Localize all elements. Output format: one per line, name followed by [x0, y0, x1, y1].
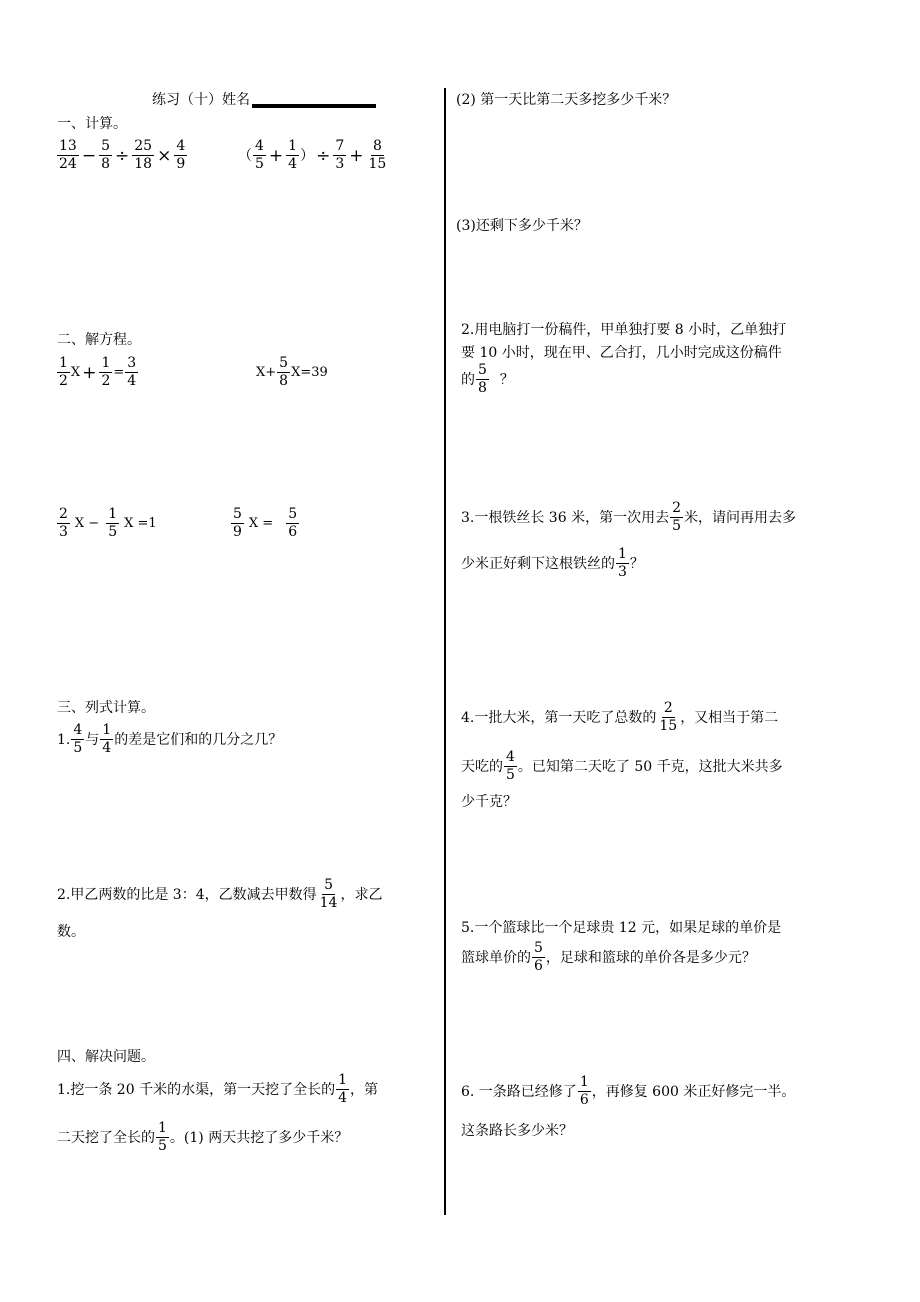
question-4-line-2: [461, 749, 783, 784]
fraction: [99, 138, 112, 173]
fraction: [476, 362, 489, 397]
fraction: [367, 138, 389, 173]
numerator: 5: [478, 362, 487, 378]
denominator: 8: [101, 156, 110, 172]
question-1-part-2: (2) 第一天比第二天多挖多少千米？: [456, 92, 677, 108]
left-paren: （: [238, 147, 252, 164]
numerator: 8: [372, 138, 382, 154]
operator: ÷: [115, 145, 130, 166]
question-2-line-1: 2.用电脑打一份稿件，甲单独打要 8 小时，乙单独打: [461, 322, 787, 338]
section-3-heading: 三、列式计算。: [57, 700, 155, 716]
section-4-heading: 四、解决问题。: [57, 1049, 155, 1065]
question-text: ，第: [350, 1081, 378, 1098]
numerator: 1: [158, 1120, 167, 1136]
question-5-line-2: [461, 940, 756, 975]
page-title: [152, 90, 376, 110]
question-3-line-1: [461, 500, 796, 535]
numerator: 5: [233, 506, 242, 522]
numerator: 4: [506, 749, 515, 765]
denominator: 15: [659, 718, 678, 734]
right-paren: ）: [300, 147, 315, 164]
denominator: 5: [73, 740, 83, 756]
denominator: 4: [127, 373, 137, 389]
question-6-line-2: 这条路长多少米？: [461, 1123, 573, 1139]
name-blank-line: [252, 104, 376, 108]
question-text: 的: [461, 371, 475, 388]
column-divider: [444, 88, 446, 1215]
question-text: 二天挖了全长的: [57, 1129, 155, 1146]
equation-2: [256, 355, 328, 390]
section-4-question-1-line-2: [57, 1120, 348, 1155]
numerator: 1: [102, 722, 112, 738]
numerator: 1: [101, 355, 111, 371]
section-3-question-1: [57, 722, 282, 757]
fraction: [504, 749, 517, 784]
question-text: 数。: [57, 924, 85, 940]
equation-tail: X =1: [124, 516, 157, 531]
denominator: 18: [134, 156, 153, 172]
equals: =: [113, 365, 125, 380]
numerator: 5: [101, 138, 110, 154]
denominator: 9: [233, 524, 242, 540]
numerator: 1: [579, 1074, 589, 1090]
fraction: [125, 355, 138, 390]
question-text: ，再修复 600 米正好修完一半。: [591, 1083, 796, 1100]
question-text: ，又相当于第二: [680, 709, 779, 726]
denominator: 5: [255, 156, 264, 172]
denominator: 6: [534, 958, 543, 974]
fraction: [231, 506, 244, 541]
numerator: 1: [338, 1072, 347, 1088]
question-text: 2.甲乙两数的比是 3：4，乙数减去甲数得: [57, 886, 317, 903]
question-3-line-2: [461, 546, 644, 581]
denominator: 3: [618, 564, 627, 580]
equation-3: [56, 506, 157, 541]
denominator: 4: [288, 156, 298, 172]
question-text: 天吃的: [461, 758, 503, 775]
question-text: 米，请问再用去多: [684, 509, 796, 526]
question-text: 篮球单价的: [461, 949, 531, 966]
operator: ×: [157, 145, 172, 166]
denominator: 3: [335, 156, 345, 172]
numerator: 3: [127, 355, 137, 371]
question-text: ，求乙: [340, 886, 383, 903]
fraction: [657, 700, 679, 735]
question-text: 3.一根铁丝长 36 米，第一次用去: [461, 509, 670, 526]
numerator: 4: [73, 722, 83, 738]
operator: ÷: [316, 145, 331, 166]
fraction: [333, 138, 346, 173]
fraction: [57, 138, 79, 173]
numerator: 4: [255, 138, 264, 154]
question-text: 少米正好剩下这根铁丝的: [461, 555, 615, 572]
fraction: [57, 355, 70, 390]
question-text: 6. 一条路已经修了: [461, 1083, 577, 1100]
denominator: 6: [579, 1092, 589, 1108]
numerator: 13: [59, 138, 77, 154]
numerator: 5: [534, 940, 543, 956]
variable: X: [70, 365, 81, 380]
denominator: 24: [59, 156, 77, 172]
question-2-line-2: 要 10 小时，现在甲、乙合打，几小时完成这份稿件: [461, 345, 782, 361]
denominator: 5: [672, 518, 681, 534]
equation-tail: X=39: [291, 365, 328, 380]
denominator: 2: [59, 373, 68, 389]
question-text: ？: [499, 371, 514, 388]
question-text: 4.一批大米，第一天吃了总数的: [461, 709, 657, 726]
calc-expression-2: [238, 138, 389, 173]
numerator: 2: [663, 700, 673, 716]
denominator: 5: [108, 524, 118, 540]
denominator: 3: [59, 524, 68, 540]
question-text: ，足球和篮球的单价各是多少元？: [545, 949, 756, 966]
question-text: 的差是它们和的几分之几？: [114, 731, 283, 748]
question-text: ？: [629, 555, 644, 572]
denominator: 4: [338, 1090, 347, 1106]
numerator: 2: [672, 500, 681, 516]
denominator: 2: [101, 373, 111, 389]
question-5-line-1: 5.一个篮球比一个足球贵 12 元，如果足球的单价是: [461, 920, 782, 936]
operator: +: [268, 145, 284, 166]
fraction: [99, 355, 112, 390]
section-2-heading: 二、解方程。: [57, 332, 141, 348]
fraction: [253, 138, 266, 173]
question-text: 与: [85, 731, 100, 748]
numerator: 5: [288, 506, 298, 522]
fraction: [286, 506, 299, 541]
fraction: [132, 138, 154, 173]
equation-1: [56, 355, 139, 390]
question-text: 1.挖一条 20 千米的水渠，第一天挖了全长的: [57, 1081, 336, 1098]
fraction: [616, 546, 629, 581]
denominator: 5: [158, 1138, 167, 1154]
denominator: 9: [176, 156, 186, 172]
numerator: 1: [108, 506, 118, 522]
denominator: 4: [102, 740, 112, 756]
numerator: 5: [324, 877, 333, 893]
numerator: 7: [335, 138, 345, 154]
fraction: [71, 722, 84, 757]
denominator: 8: [279, 373, 289, 389]
fraction: [156, 1120, 169, 1155]
variable: X =: [248, 516, 274, 531]
fraction: [286, 138, 299, 173]
denominator: 14: [319, 895, 338, 911]
fraction: [57, 506, 70, 541]
section-3-question-2: [57, 877, 382, 912]
fraction: [336, 1072, 349, 1107]
section-4-question-1-line-1: [57, 1072, 378, 1107]
numerator: 1: [618, 546, 627, 562]
question-text: 。已知第二天吃了 50 千克，这批大米共多: [517, 758, 783, 775]
question-4-line-3: 少千克？: [461, 794, 517, 810]
section-1-heading: 一、计算。: [57, 116, 127, 132]
fraction: [578, 1074, 591, 1109]
numerator: 1: [288, 138, 298, 154]
title-text: 练习（十）姓名: [152, 92, 250, 108]
denominator: 8: [478, 380, 487, 396]
fraction: [670, 500, 683, 535]
fraction: [100, 722, 113, 757]
fraction: [174, 138, 187, 173]
numerator: 2: [59, 506, 68, 522]
numerator: 25: [134, 138, 153, 154]
fraction: [106, 506, 119, 541]
fraction: [277, 355, 290, 390]
calc-expression-1: [56, 138, 188, 173]
question-2-line-3: [461, 362, 514, 397]
denominator: 6: [288, 524, 298, 540]
question-1-part-3: (3)还剩下多少千米？: [456, 218, 588, 234]
question-number: 1.: [57, 731, 71, 748]
operator: +: [82, 362, 97, 383]
question-text: 。(1) 两天共挖了多少千米？: [169, 1129, 349, 1146]
fraction: [318, 877, 340, 912]
equation-4: [230, 506, 300, 541]
question-6-line-1: [461, 1074, 795, 1109]
numerator: 4: [176, 138, 186, 154]
operator: −: [81, 145, 97, 166]
denominator: 5: [506, 767, 515, 783]
operator: +: [349, 145, 364, 166]
variable: X −: [74, 516, 100, 531]
question-4-line-1: [461, 700, 778, 735]
numerator: 1: [59, 355, 68, 371]
numerator: 5: [279, 355, 289, 371]
variable: X+: [256, 365, 277, 380]
fraction: [532, 940, 545, 975]
denominator: 15: [368, 156, 387, 172]
